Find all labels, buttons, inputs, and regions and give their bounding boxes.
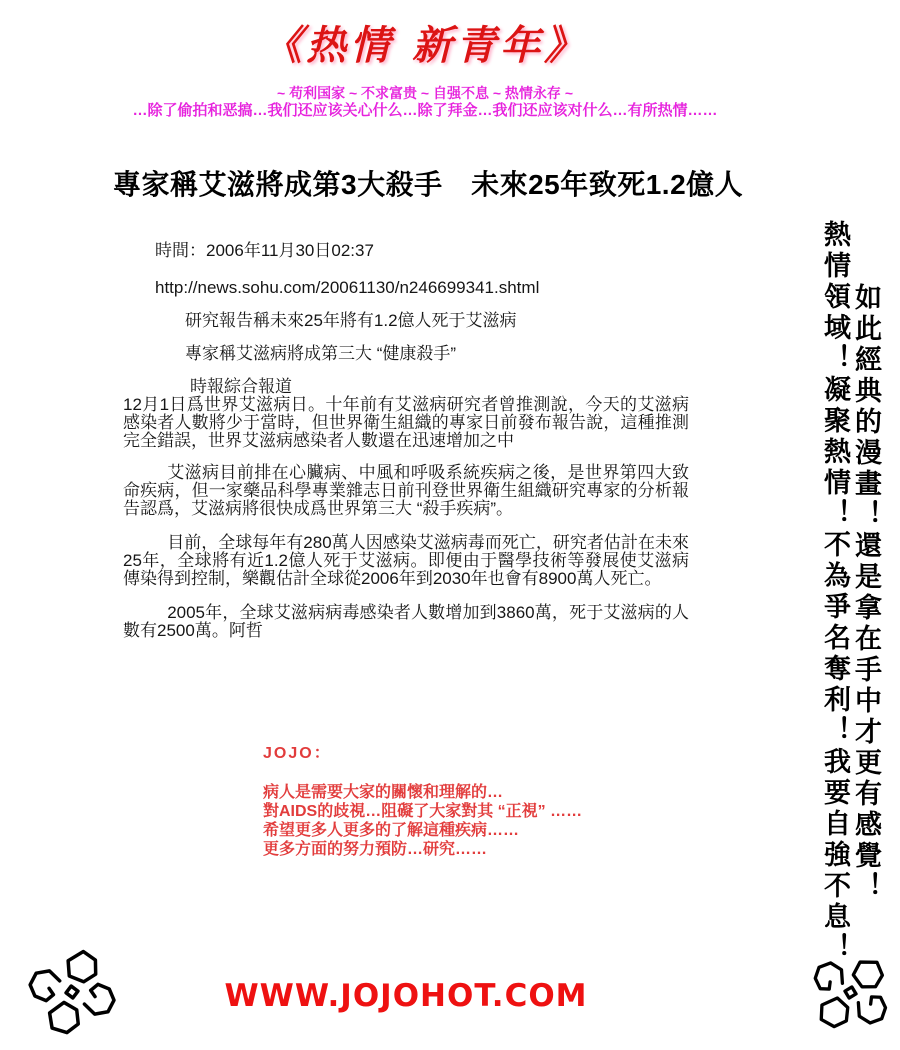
slogan-line-2: …除了偷拍和恶搞…我们还应该关心什么…除了拜金…我们还应该对什么…有所热情…… xyxy=(132,102,718,119)
vertical-slogan-outer: 熱情領域！凝聚熱情！不為爭名奪利！我要自強不息！ xyxy=(820,220,850,964)
paragraph: 艾滋病目前排在心臟病、中風和呼吸系統疾病之後，是世界第四大致命疾病，但一家藥品科學專業雜志日前刊登世界衛生組織研究專家的分析報告認爲，艾滋病將很快成爲世界第三大 “殺手疾病”。 xyxy=(123,463,689,518)
paragraph: 2005年，全球艾滋病病毒感染者人數增加到3860萬，死于艾滋病的人數有2500萬。阿哲 xyxy=(123,603,689,640)
editor-note-salutation: JOJO： xyxy=(263,745,332,762)
masthead-slogans xyxy=(0,85,850,120)
editor-note-line: 更多方面的努力預防…研究…… xyxy=(263,841,488,858)
editor-note-line: 病人是需要大家的關懷和理解的… xyxy=(263,784,504,801)
deck-line-2: 專家稱艾滋病將成第三大 “健康殺手” xyxy=(185,344,457,363)
slogan-line-1: ~ 苟利国家 ~ 不求富贵 ~ 自强不息 ~ 热情永存 ~ xyxy=(277,85,573,101)
paragraph: 12月1日爲世界艾滋病日。十年前有艾滋病研究者曾推測說，今天的艾滋病感染者人數將少于當時，但世界衛生組織的專家日前發布報告說，這種推測完全錯誤，世界艾滋病感染者人數還在迅速增加之中 xyxy=(123,395,689,450)
website-link[interactable]: WWW.JOJOHOT.COM xyxy=(224,978,588,1014)
clover-ornament-icon xyxy=(793,935,900,1050)
byline: 時報綜合報道 xyxy=(190,377,292,396)
article-headline: 專家稱艾滋將成第3大殺手 未來25年致死1.2億人 xyxy=(113,169,744,200)
editor-note xyxy=(263,744,582,859)
article-body xyxy=(123,242,689,640)
vertical-slogan-inner: 如此經典的漫畫！還是拿在手中才更有感覺！ xyxy=(851,283,881,903)
clover-ornament-icon xyxy=(16,936,129,1049)
source-url-link[interactable]: http://news.sohu.com/20061130/n246699341.shtml xyxy=(155,278,540,297)
masthead xyxy=(0,14,850,120)
magazine-title: 《热情 新青年》 xyxy=(262,22,588,69)
editor-note-line: 希望更多人更多的了解這種疾病…… xyxy=(263,822,520,839)
deck-line-1: 研究報告稱未來25年將有1.2億人死于艾滋病 xyxy=(185,311,517,330)
paragraph: 目前，全球每年有280萬人因感染艾滋病毒而死亡，研究者估計在未來25年，全球將有近1.2億人死于艾滋病。即便由于醫學技術等發展使艾滋病傳染得到控制，樂觀估計全球從2006年到2030年也會有8900萬人死亡。 xyxy=(123,533,689,588)
article-timestamp: 時間：2006年11月30日02:37 xyxy=(155,241,374,260)
editor-note-line: 對AIDS的歧視…阻礙了大家對其 “正視” …… xyxy=(263,803,583,820)
